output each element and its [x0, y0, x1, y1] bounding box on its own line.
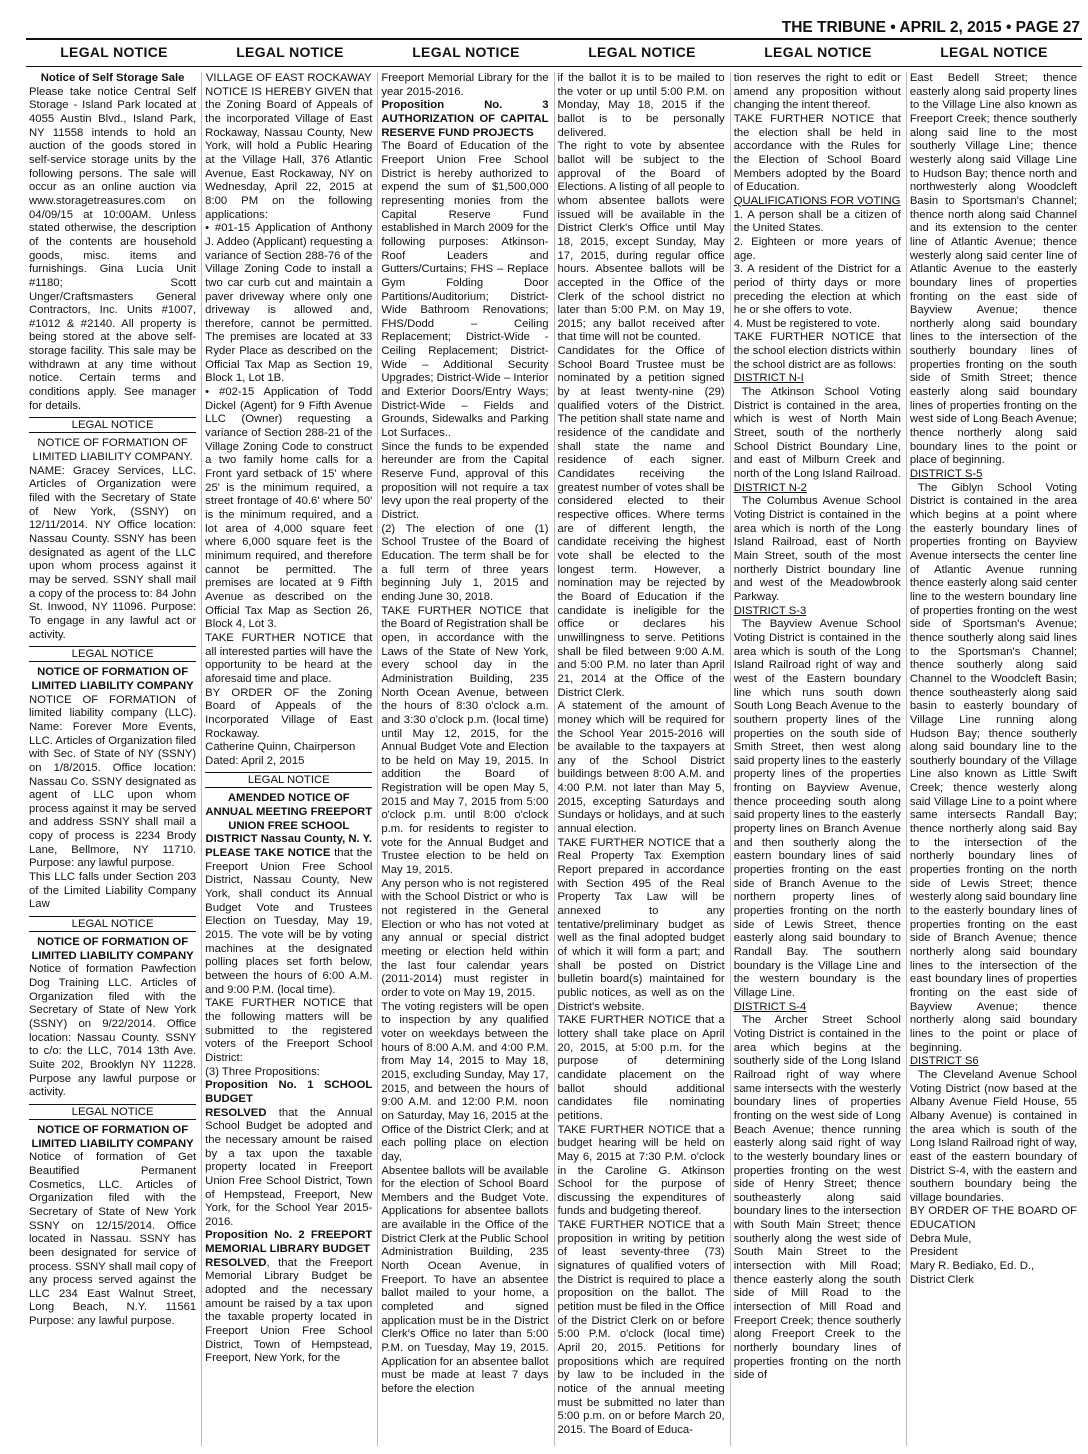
qualification-2: 2. Eighteen or more years of age.	[733, 235, 901, 262]
masthead: THE TRIBUNE • APRIL 2, 2015 • PAGE 27	[26, 18, 1082, 40]
resolved-label: RESOLVED	[205, 1256, 267, 1269]
column-2	[202, 72, 378, 1446]
east-rockaway-title: VILLAGE OF EAST ROCKAWAY	[205, 72, 372, 84]
proposition-2-heading: Proposition No. 2 FREEPORT MEMORIAL LIBRARY BUDGET	[205, 1229, 373, 1256]
district-s4-heading: DISTRICT S-4	[733, 1000, 807, 1013]
proposition-2-text: , that the Freeport Memorial Library Budget be adopted and the necessary amount be raised by a tax upon the taxable property located in Freeport Union Free School District, Town of Hempstead, Freeport, New York, for the	[205, 1256, 373, 1365]
district-s5-heading: DISTRICT S-5	[909, 468, 983, 481]
qualifications-heading: QUALIFICATIONS FOR VOTING	[733, 194, 901, 207]
district-s5-body: The Giblyn School Voting District is contained in the area which begins at a point where the easterly boundary lines of properties fronting on Bayview Avenue intersects the center line of Atlantic Avenue running thence easterly along said center line to the western boundary line of properties fronting on the west side of Sportsman's Avenue; thence southerly along said lines to the Sportsman's Channel; thence southerly along said Channel to the Woodcleft Basin; thence southeasterly along said basin to easterly boundary of Village Line running along Hudson Bay; thence southerly along said boundary line to the southerly boundary of the Village Line also known as Little Swift Creek; thence westerly along said Village Line to a point where same intersects Randall Bay; thence northerly along said Bay to the intersection of the northerly boundary lines of properties fronting on the north side of Lewis Street; thence westerly along said boundary line to the easterly boundary lines of properties fronting on the east side of Branch Avenue; thence northerly along said boundary lines to the intersection of the east boundary lines of properties fronting on the east side of Bayview Avenue; thence northerly along said boundary lines to the point or place of beginning.	[909, 481, 1078, 1054]
get-beautified-title: NOTICE OF FORMATION OF LIMITED LIABILITY COMPANY	[31, 1123, 194, 1150]
self-storage-body: Please take notice Central Self Storage - Island Park located at 4055 Austin Blvd., Island Park, NY 11558 intends to hold an auction of the goods stored in self-service storage units by the following persons. The sale will occur as an online auction via www.storagetreasures.com on 04/09/15 at 10:00AM. Unless stated otherwise, the description of the contents are household goods, misc. items and furnishings. Gina Lucia Unit #1180; Scott Unger/Craftsmasters General Contractors, Inc. Units #1007, #1012 & #2140. All property is being stored at the above self-storage facility. This sale may be withdrawn at any time without notice. Certain terms and conditions apply. See manager for details.	[29, 85, 197, 412]
freeport-annual-meeting-p1	[205, 847, 372, 997]
column-header-3: LEGAL NOTICE	[412, 44, 520, 60]
east-rockaway-p5: BY ORDER OF the Zoning Board of Appeals of the Incorporated Village of East Rockaway.	[205, 686, 373, 740]
proposition-1-text: that the Annual School Budget be adopted and the necessary amount be raised by a tax upon the taxable property located in Freeport Union Free School District, Town of Hempstead, Freeport, New York, for the School Year 2015-2016.	[205, 1106, 373, 1228]
col5-p1: tion reserves the right to edit or amend any proposition without changing the intent thereof.	[733, 72, 901, 112]
column-header-1: LEGAL NOTICE	[60, 44, 168, 60]
col3-p1: Freeport Memorial Library for the year 2015-2016.	[381, 72, 549, 98]
legal-notice-divider: LEGAL NOTICE	[29, 417, 196, 433]
qualification-4: 4. Must be registered to vote.	[733, 317, 880, 330]
column-header-6: LEGAL NOTICE	[940, 44, 1048, 60]
freeport-annual-meeting-title: AMENDED NOTICE OF ANNUAL MEETING FREEPORT UNION FREE SCHOOL DISTRICT Nassau County, N. Y.	[205, 792, 373, 846]
please-take-notice: PLEASE TAKE NOTICE	[205, 847, 331, 860]
east-rockaway-signature: Catherine Quinn, Chairperson	[205, 741, 356, 754]
col3-p8: Absentee ballots will be available for the election of School Board Members and the Budget Vote. Applications for absentee ballots are available in the Office of the District Clerk at the Public School Administration Building, 235 North Ocean Avenue, in Freeport. To have an absentee ballot mailed to your home, a completed and signed application must be in the District Clerk's Office no later than 5:00 P.M. on Tuesday, May 19, 2015. Application for an absentee ballot must be made at least 7 days before the election	[381, 1164, 549, 1395]
gracey-body: NAME: Gracey Services, LLC. Articles of Organization were filed with the Secretary of State of New York, (SSNY) on 12/11/2014. NY Office location: Nassau County. SSNY has been designated as agent of the LLC upon whom process against it may be served. SSNY shall mail a copy of the process to: 84 John St. Inwood, NY 11096. Purpose: To engage in any lawful act or activity.	[29, 464, 197, 641]
legal-notice-divider: LEGAL NOTICE	[29, 646, 196, 662]
column-1	[26, 72, 202, 1446]
district-n1-heading: DISTRICT N-I	[733, 372, 804, 385]
qualification-3: 3. A resident of the District for a period of thirty days or more preceding the election at which he or she offers to vote.	[733, 263, 901, 317]
proposition-1-heading: Proposition No. 1 SCHOOL BUDGET	[205, 1079, 373, 1105]
district-s6-heading: DISTRICT S6	[909, 1055, 979, 1068]
column-header-4: LEGAL NOTICE	[588, 44, 696, 60]
col4-p2: The right to vote by absentee ballot will be subject to the approval of the Board of Elections. A listing of all people to whom absentee ballots were issued will be available in the District Clerk's Office until May 18, 2015, except Sunday, May 17, 2015, during regular office hours. Absentee ballots will be accepted in the Office of the Clerk of the school district no later than 5:00 P.M. on May 19, 2015; any ballot received after that time will not be counted.	[557, 140, 725, 344]
east-rockaway-date: Dated: April 2, 2015	[205, 754, 305, 767]
district-s3-body: The Bayview Avenue School Voting District is contained in the area which is south of the Long Island Railroad right of way and west of the Eastern boundary line which runs south down South Long Beach Avenue to the southern property lines of the properties on the south side of Smith Street, then west along said property lines to the easterly property lines of the properties fronting on Bayview Avenue, thence proceeding south along said property lines to the easterly property lines on Branch Avenue and then southerly along the eastern boundary lines of said properties fronting on the east side of Branch Avenue to the northern property lines of properties fronting on the north side of Lewis Street, thence easterly along said boundary to Randall Bay. The southern boundary is the Village Line and the western boundary is the Village Line.	[733, 618, 901, 999]
signatory-2-title: District Clerk	[909, 1273, 974, 1286]
column-header-5: LEGAL NOTICE	[764, 44, 872, 60]
signatory-2-name: Mary R. Bediako, Ed. D.,	[909, 1260, 1035, 1273]
self-storage-title: Notice of Self Storage Sale	[40, 72, 185, 84]
forever-more-title: NOTICE OF FORMATION OF LIMITED LIABILITY COMPANY	[31, 666, 194, 692]
forever-more-extra: This LLC falls under Section 203 of the Limited Liability Company Law	[29, 871, 197, 911]
proposition-1-body	[205, 1107, 372, 1230]
district-n2-heading: DISTRICT N-2	[733, 481, 807, 494]
col4-p5: TAKE FURTHER NOTICE that a Real Property Tax Exemption Report prepared in accordance with Section 495 of the Real Property Tax Law will be annexed to any tentative/preliminary budget as well as the final adopted budget of which it will form a part; and shall be posted on District bulletin board(s) maintained for public notices, as well as on the District's website.	[557, 836, 725, 1013]
col3-p7: The voting registers will be open to inspection by any qualified voter on weekdays between the hours of 8:00 A.M. and 4:00 P.M. from May 14, 2015 to May 18, 2015, excluding Sunday, May 17, 2015, and between the hours of 9:00 A.M. and 12:00 P.M. noon on Saturday, May 16, 2015 at the Office of the District Clerk; and at each polling place on election day,	[381, 1000, 549, 1163]
col4-p6: TAKE FURTHER NOTICE that a lottery shall take place on April 20, 2015, at 5:00 p.m. for the purpose of determining candidate placement on the ballot should additional candidates file nominating petitions.	[557, 1014, 725, 1122]
col3-p5: TAKE FURTHER NOTICE that the Board of Registration shall be open, in accordance with the Laws of the State of New York, every school day in the Administration Building, 235 North Ocean Avenue, between the hours of 8:30 o'clock a.m. and 3:30 o'clock p.m. (local time) until May 12, 2015, for the Annual Budget Vote and Election to be held on May 19, 2015. In addition the Board of Registration will be open May 5, 2015 and May 7, 2015 from 5:00 o'clock p.m. until 8:00 o'clock p.m. for residents to register to vote for the Annual Budget and Trustee election to be held on May 19, 2015.	[381, 604, 549, 877]
freeport-annual-meeting-p3: (3) Three Propositions:	[205, 1065, 320, 1078]
east-rockaway-p3: • #02-15 Application of Todd Dickel (Agent) for 9 Fifth Avenue LLC (Owner) requesting a variance of Section 288-21 of the Village Zoning Code to construct a two family home calls for a Front yard setback of 15' where 25' is the minimum required, a street frontage of 40.6' where 50' is the minimum required, and a lot area of 4,000 square feet where 6,000 square feet is the minimum required, and therefore cannot be permitted. The premises are located at 9 Fifth Avenue as described on the Official Tax Map as Section 26, Block 4, Lot 3.	[205, 386, 373, 631]
col4-p4: A statement of the amount of money which will be required for the School Year 2015-2016 will be available to the taxpayers at any of the School District buildings between 8:00 A.M. and 4:00 P.M. not later than May 5, 2015, excepting Saturdays and Sundays or holidays, and at such annual election.	[557, 700, 725, 836]
col5-p2: TAKE FURTHER NOTICE that the election shall be held in accordance with the Rules for the Election of School Board Members adopted by the Board of Education.	[733, 112, 901, 194]
col3-p2: The Board of Education of the Freeport Union Free School District is hereby authorized to expend the sum of $1,500,000 representing monies from the Capital Reserve Fund established in March 2009 for the following purposes: Atkinson-Roof Leaders and Gutters/Curtains; FHS – Replace Gym Folding Door Partitions/Auditorium; District-Wide Bathroom Renovations; FHS/Dodd – Ceiling Replacement; District-Wide - Ceiling Replacement; District-Wide – Additional Security Upgrades; District-Wide – Interior and Exterior Doors/Entry Ways; District-Wide – Fields and Grounds, Sidewalks and Parking Lot Surfaces..	[381, 140, 549, 440]
east-rockaway-p4: TAKE FURTHER NOTICE that all interested parties will have the opportunity to be heard at the aforesaid time and place.	[205, 631, 373, 685]
district-n2-body: The Columbus Avenue School Voting District is contained in the area which is north of the Long Island Railroad, east of North Main Street, south of the most northerly District boundary line and west of the Meadowbrook Parkway.	[733, 495, 901, 603]
district-s6-body: The Cleveland Avenue School Voting District (now based at the Albany Avenue Field House, 55 Albany Avenue) is contained in the area which is south of the Long Island Railroad right of way, east of the eastern boundary of District S-4, with the eastern and southern boundary being the village boundaries.	[909, 1068, 1078, 1204]
col4-p3: Candidates for the Office of School Board Trustee must be nominated by a petition signed by at least twenty-nine (29) qualified voters of the District. The petition shall state name and residence of the candidate and shall state the name and residence of each signer. Candidates receiving the greatest number of votes shall be considered elected to their respective offices. Where terms are of different length, the candidate receiving the highest vote shall be elected to the longest term. However, a nomination may be rejected by the Board of Education if the candidate is ineligible for the office or declares his unwillingness to serve. Petitions shall be filed between 9:00 A.M. and 5:00 P.M. no later than April 21, 2014 at the Office of the District Clerk.	[557, 345, 725, 699]
proposition-2-body	[205, 1257, 372, 1366]
col4-p1: if the ballot it is to be mailed to the voter or up until 5:00 P.M. on Monday, May 18, 2015 if the ballot is to be personally delivered.	[557, 72, 725, 139]
pawfection-title: NOTICE OF FORMATION OF LIMITED LIABILITY COMPANY	[31, 936, 194, 962]
column-4	[555, 72, 731, 1446]
qualification-1: 1. A person shall be a citizen of the United States.	[733, 208, 901, 235]
east-rockaway-p1: NOTICE IS HEREBY GIVEN that the Zoning Board of Appeals of the incorporated Village of East Rockaway, Nassau County, New York, will hold a Public Hearing at the Village Hall, 376 Atlantic Avenue, East Rockaway, NY on Wednesday, April 22, 2015 at 8:00 PM on the following applications:	[205, 85, 373, 221]
legal-notice-divider: LEGAL NOTICE	[205, 772, 372, 788]
freeport-annual-meeting-p2: TAKE FURTHER NOTICE that the following matters will be submitted to the registered voters of the Freeport School District:	[205, 997, 373, 1064]
freeport-p1-text: that the Freeport Union Free School District, Nassau County, New York, shall conduct its Annual Budget Vote and Trustees Election on Tuesday, May 19, 2015. The vote will be by voting machines at the designated polling places set forth below, between the hours of 6:00 A.M. and 9:00 P.M. (local time).	[205, 847, 373, 996]
pawfection-body: Notice of formation Pawfection Dog Training LLC. Articles of Organization filed with the Secretary of State of New York (SSNY) on 9/22/2014. Office location: Nassau County. SSNY to c/o: the LLC, 7014 13th Ave. Suite 202, Brooklyn NY 11228. Purpose any lawful purpose or activity.	[29, 963, 197, 1099]
col3-p3: Since the funds to be expended hereunder are from the Capital Reserve Fund, approval of this proposition will not require a tax levy upon the real property of the District.	[381, 440, 549, 521]
column-6	[907, 72, 1082, 1446]
notice-columns	[26, 72, 1082, 1446]
district-n1-body: The Atkinson School Voting District is contained in the area, which is west of North Main Street, south of the northerly School District Boundary Line, and east of Milburn Creek and north of the Long Island Railroad.	[733, 386, 901, 481]
order-of-board: BY ORDER OF THE BOARD OF EDUCATION	[909, 1205, 1078, 1232]
col4-p8: TAKE FURTHER NOTICE that a proposition in writing by petition of least seventy-three (73) signatures of qualified voters of the District is required to place a proposition on the ballot. The petition must be filed in the Office of the District Clerk on or before 5:00 P.M. o'clock (local time) April 20, 2015. Petitions for propositions which are required by law to be included in the notice of the annual meeting must be submitted no later than 5:00 p.m. on or before March 20, 2015. The Board of Educa-	[557, 1219, 725, 1436]
col6-p1: East Bedell Street; thence easterly along said property lines to the Village Line also known as Freeport Creek; thence southerly along said line to the most southerly Village Line; thence westerly along said Village Line to Hudson Bay; thence north and northwesterly along Woodcleft Basin to Sportsman's Channel; thence north along said Channel and its extension to the center line of Atlantic Avenue; thence westerly along said center line of Atlantic Avenue to the easterly boundary lines of properties fronting on the east side of Bayview Avenue; thence northerly along said boundary lines to the intersection of the southerly boundary lines of properties fronting on the south side of Smith Street; thence easterly along said boundary lines of properties fronting on the west side of Long Beach Avenue; thence northerly along said boundary lines to the point or place of beginning.	[909, 72, 1078, 467]
column-5	[731, 72, 907, 1446]
col4-p7: TAKE FURTHER NOTICE that a budget hearing will be held on May 6, 2015 at 7:30 P.M. o'clock in the Caroline G. Atkinson School for the purpose of discussing the expenditures of funds and budgeting thereof.	[557, 1123, 725, 1218]
district-s3-heading: DISTRICT S-3	[733, 604, 807, 617]
column-header-2: LEGAL NOTICE	[236, 44, 344, 60]
column-headers	[26, 42, 1082, 67]
east-rockaway-p2: • #01-15 Application of Anthony J. Addeo (Applicant) requesting a variance of Section 288-76 of the Village Zoning Code to install a two car curb cut and maintain a paver driveway where only one driveway is allowed and, therefore, cannot be permitted. The premises are located at 33 Ryder Place as described on the Official Tax Map as Section 19, Block 1, Lot 1B.	[205, 222, 373, 385]
district-s4-body: The Archer Street School Voting District is contained in the area which begins at the southerly side of the Long Island Railroad right of way where same intersects with the westerly boundary lines of properties fronting on the west side of Long Beach Avenue; thence running easterly along said right of way to the westerly boundary lines or properties fronting on the west side of Henry Street; thence southeasterly along said boundary lines to the intersection with South Main Street; thence southerly along the west side of South Main Street to the intersection with Mill Road; thence easterly along the south side of Mill Road to the intersection of Mill Road and Freeport Creek; thence southerly along Freeport Creek to the northerly boundary lines of properties fronting on the north side of	[733, 1014, 901, 1382]
gracey-title: NOTICE OF FORMATION OF LIMITED LIABILITY COMPANY.	[32, 437, 193, 464]
get-beautified-body: Notice of formation of Get Beautified Permanent Cosmetics, LLC. Articles of Organization filed with the Secretary of State of New York SSNY on 12/15/2014. Office located in Nassau. SSNY has been designated for service of process. SSNY shall mail copy of any process served against the LLC 234 East Walnut Street, Long Beach, N.Y. 11561 Purpose: any lawful purpose.	[29, 1151, 197, 1328]
legal-notice-divider: LEGAL NOTICE	[29, 916, 196, 932]
proposition-3-heading: Proposition No. 3 AUTHORIZATION OF CAPITAL RESERVE FUND PROJECTS	[381, 99, 549, 139]
column-3	[378, 72, 554, 1446]
signatory-1-name: Debra Mule,	[909, 1232, 972, 1245]
signatory-1-title: President	[909, 1246, 958, 1259]
col5-p3: TAKE FURTHER NOTICE that the school election districts within the school district are as follows:	[733, 331, 901, 371]
col3-p4: (2) The election of one (1) School Trustee of the Board of Education. The term shall be for a full term of three years beginning July 1, 2015 and ending June 30, 2018.	[381, 522, 549, 603]
col3-p6: Any person who is not registered with the School District or who is not registered in the General Election or who has not voted at any annual or special district meeting or election held within the last four calendar years (2011-2014) must register in order to vote on May 19, 2015.	[381, 877, 549, 999]
resolved-label: RESOLVED	[205, 1106, 267, 1119]
legal-notice-divider: LEGAL NOTICE	[29, 1104, 196, 1120]
forever-more-body: NOTICE OF FORMATION of limited liability company (LLC). Name: Forever More Events, LLC. Articles of Organization filed with Sec. of State of NY (SSNY) on 1/8/2015. Office location: Nassau Co. SSNY designated as agent of LLC upon whom process against it may be served and address SSNY shall mail a copy of process is 2234 Brody Lane, Bellmore, NY 11710. Purpose: any lawful purpose.	[29, 693, 197, 870]
